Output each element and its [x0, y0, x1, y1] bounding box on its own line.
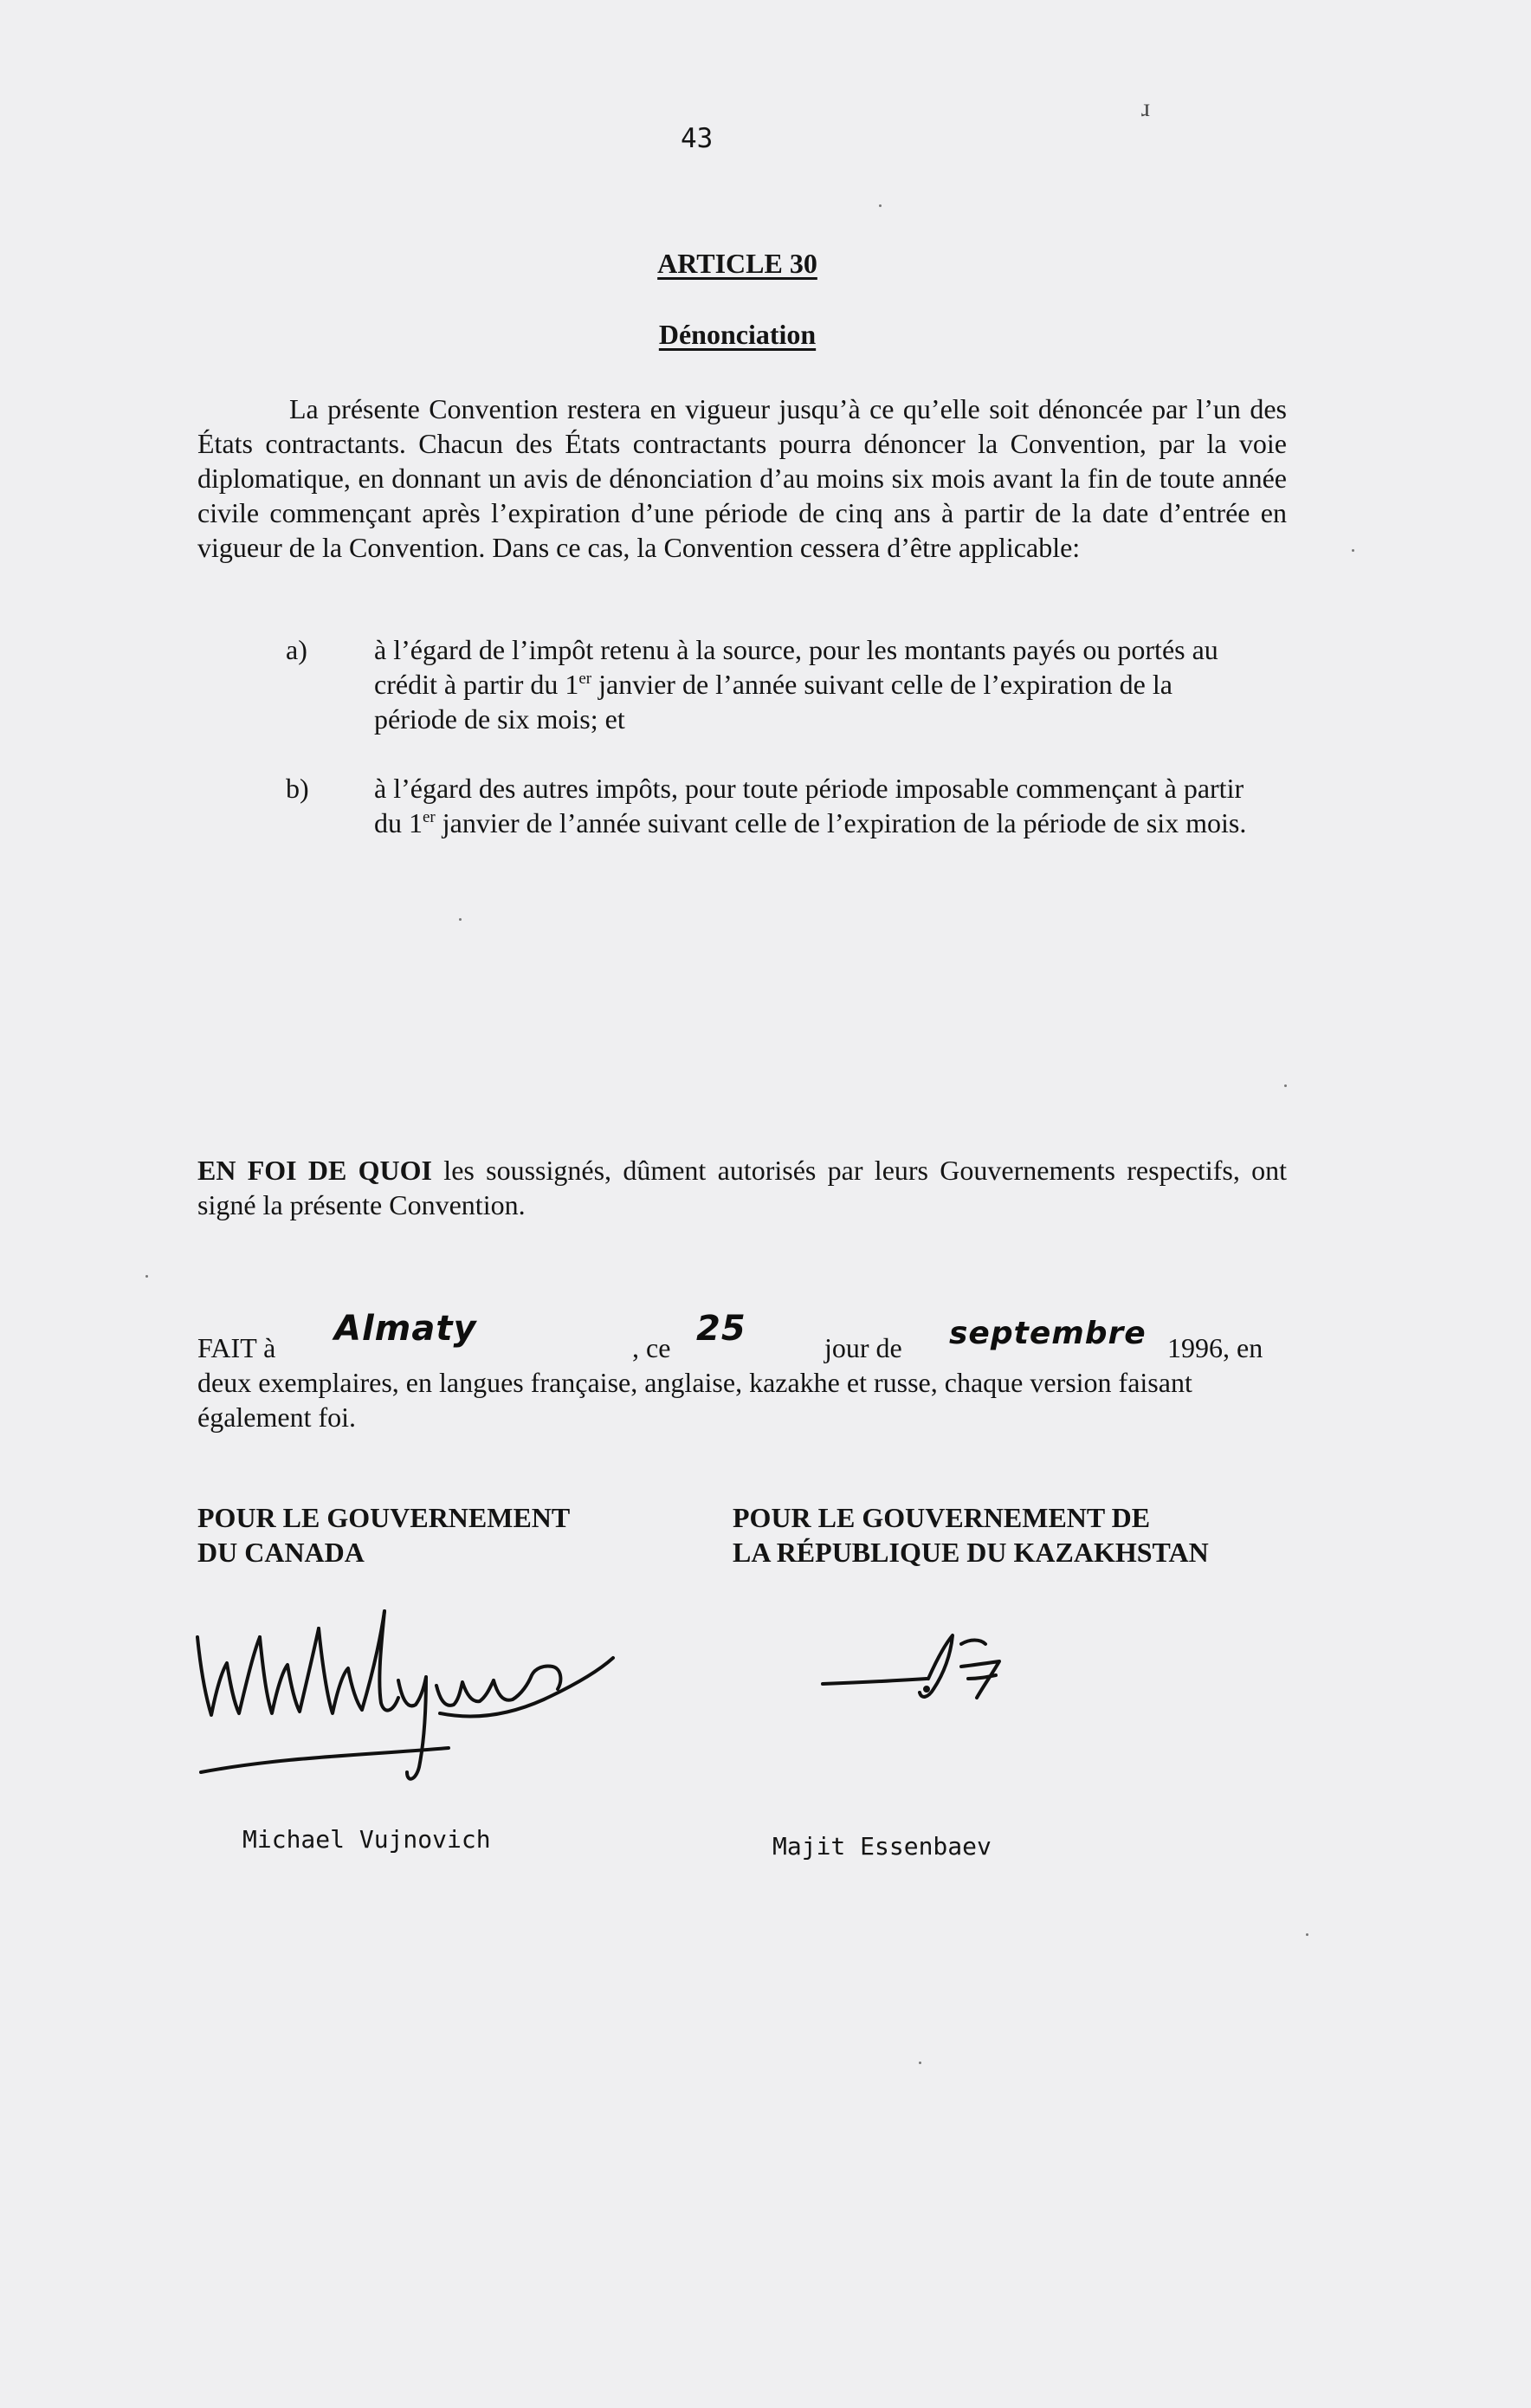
- paper-speck: [879, 204, 882, 207]
- item-a-superscript: er: [578, 670, 592, 688]
- item-b-letter: b): [286, 773, 309, 804]
- party-kazakhstan-line2: LA RÉPUBLIQUE DU KAZAKHSTAN: [733, 1537, 1209, 1568]
- signer-name-canada: Michael Vujnovich: [242, 1825, 491, 1854]
- party-canada-line1: POUR LE GOUVERNEMENT: [197, 1502, 571, 1533]
- paper-speck: [459, 918, 462, 921]
- done-rest-text: deux exemplaires, en langues française, anglaise, kazakhe et russe, chaque version faisant également foi.: [197, 1367, 1192, 1433]
- item-b-text: [374, 771, 1261, 840]
- item-b-superscript: er: [423, 808, 436, 826]
- paper-speck: [919, 2062, 921, 2064]
- corner-pen-mark: ɹ: [1141, 94, 1150, 122]
- witness-lead: EN FOI DE QUOI: [197, 1155, 433, 1186]
- done-year: 1996, en: [1167, 1332, 1263, 1363]
- handwritten-month: septembre: [949, 1316, 1147, 1351]
- witness-text: les soussignés, dûment autorisés par leurs Gouvernements respectifs, ont signé la présente Convention.: [197, 1155, 1287, 1220]
- done-prefix: FAIT à: [197, 1332, 276, 1363]
- paper-speck: [1306, 1933, 1308, 1936]
- paper-speck: [1284, 1084, 1287, 1087]
- item-b-text-start: à l’égard des autres impôts, pour toute période imposable commençant à partir du 1: [374, 773, 1244, 838]
- item-a-letter: a): [286, 634, 307, 665]
- party-kazakhstan-line1: POUR LE GOUVERNEMENT DE: [733, 1502, 1151, 1533]
- party-kazakhstan: [733, 1500, 1287, 1570]
- party-canada: [197, 1500, 682, 1570]
- item-b-text-end: janvier de l’année suivant celle de l’expiration de la période de six mois.: [435, 807, 1247, 838]
- item-a-text-start: à l’égard de l’impôt retenu à la source, pour les montants payés ou portés au crédit à partir du 1: [374, 634, 1218, 700]
- witness-clause: [197, 1153, 1287, 1222]
- article-subtitle: Dénonciation: [658, 319, 817, 350]
- item-a-text: [374, 632, 1261, 736]
- item-a-text-end: janvier de l’année suivant celle de l’expiration de la période de six mois; et: [374, 669, 1172, 735]
- signature-kazakhstan: [814, 1628, 1039, 1715]
- handwritten-place: Almaty: [334, 1309, 477, 1349]
- signature-canada: [180, 1602, 630, 1793]
- done-comma-ce: , ce: [632, 1332, 671, 1363]
- page-number: 43: [681, 123, 714, 154]
- handwritten-day: 25: [696, 1309, 746, 1349]
- article-title: ARTICLE 30: [657, 248, 817, 279]
- party-canada-line2: DU CANADA: [197, 1537, 365, 1568]
- signer-name-kazakhstan: Majit Essenbaev: [772, 1832, 992, 1861]
- paper-speck: [1352, 549, 1354, 552]
- intro-paragraph: La présente Convention restera en vigueur jusqu’à ce qu’elle soit dénoncée par l’un des États contractants. Chacun des États contractants pourra dénoncer la Convention, par la voie diplomatique, en donnant un avis de dénonciation d’au moins six mois avant la fin de toute année civile commençant après l’expiration d’une période de cinq ans à partir de la date d’entrée en vigueur de la Convention. Dans ce cas, la Convention cessera d’être applicable:: [197, 393, 1287, 563]
- paper-speck: [145, 1275, 148, 1278]
- done-day-label: jour de: [824, 1332, 902, 1363]
